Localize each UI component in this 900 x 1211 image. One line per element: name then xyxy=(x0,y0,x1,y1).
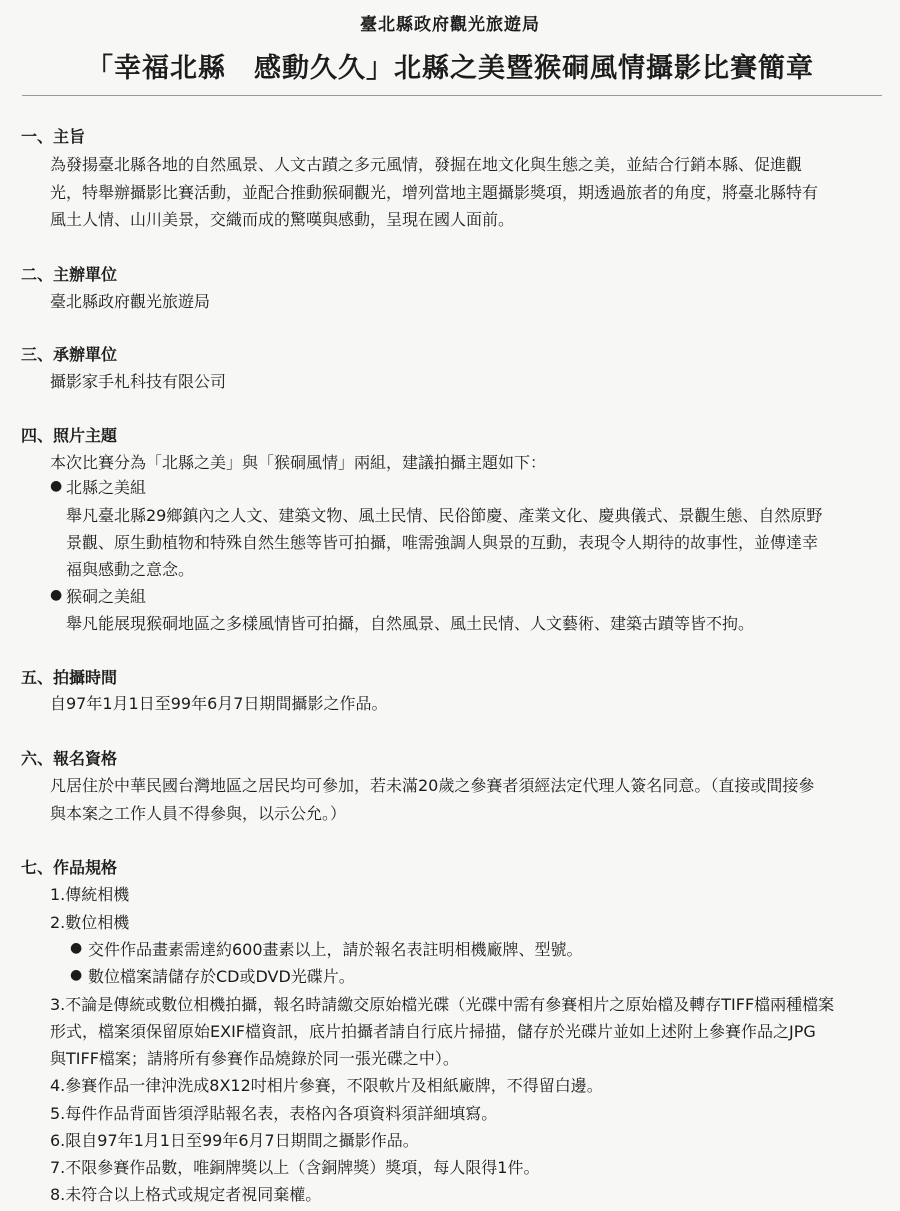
period-text: 自97年1月1日至99年6月7日期間攝影之作品。 xyxy=(50,694,388,713)
spec-item-cont: 形式，檔案須保留原始EXIF檔資訊，底片拍攝者請自行底片掃描，儲存於光碟片並如上述附上參賽作品之JPG xyxy=(50,1022,816,1041)
spec-item: 1.傳統相機 xyxy=(50,885,130,904)
bullet-dot: ● xyxy=(70,967,83,983)
group1-line: 福與感動之意念。 xyxy=(66,560,195,579)
spec-item: 2.數位相機 xyxy=(50,913,130,932)
bullet-dot: ● xyxy=(70,940,83,956)
organization-name: 臺北縣政府觀光旅遊局 xyxy=(360,15,540,35)
organizer-text: 臺北縣政府觀光旅遊局 xyxy=(50,292,211,311)
eligibility-line: 與本案之工作人員不得參與，以示公允。） xyxy=(50,804,347,823)
group1-line: 舉凡臺北縣29鄉鎮內之人文、建築文物、風土民情、民俗節慶、產業文化、慶典儀式、景觀生態、自然原野 xyxy=(66,506,823,525)
section-heading-specs: 七、作品規格 xyxy=(21,858,118,877)
section-heading-eligibility: 六、報名資格 xyxy=(21,749,118,768)
spec-item: 8.未符合以上格式或規定者視同棄權。 xyxy=(50,1185,322,1204)
bullet-dot: ● xyxy=(50,587,63,603)
spec-item: 7.不限參賽作品數，唯銅牌獎以上（含銅牌獎）獎項，每人限得1件。 xyxy=(50,1158,540,1177)
group1-line: 景觀、原生動植物和特殊自然生態等皆可拍攝，唯需強調人與景的互動，表現令人期待的故事性，並傳達幸 xyxy=(66,533,819,552)
section-heading-purpose: 一、主旨 xyxy=(21,127,86,146)
spec-subitem: 數位檔案請儲存於CD或DVD光碟片。 xyxy=(88,967,355,986)
spec-subitem: 交件作品畫素需達約600畫素以上，請於報名表註明相機廠牌、型號。 xyxy=(88,940,583,959)
section-heading-period: 五、拍攝時間 xyxy=(21,668,118,687)
document-title: 「幸福北縣 感動久久」北縣之美暨猴硐風情攝影比賽簡章 xyxy=(86,53,814,84)
spec-item: 6.限自97年1月1日至99年6月7日期間之攝影作品。 xyxy=(50,1131,419,1150)
purpose-line: 光，特舉辦攝影比賽活動，並配合推動猴硐觀光，增列當地主題攝影獎項，期透過旅者的角度，將臺北縣特有 xyxy=(50,183,819,202)
group2-title: 猴硐之美組 xyxy=(66,587,147,606)
section-heading-organizer: 二、主辦單位 xyxy=(21,265,118,284)
theme-intro: 本次比賽分為「北縣之美」與「猴硐風情」兩組，建議拍攝主題如下： xyxy=(50,453,547,472)
purpose-line: 為發揚臺北縣各地的自然風景、人文古蹟之多元風情，發掘在地文化與生態之美，並結合行銷本縣、促進觀 xyxy=(50,155,803,174)
purpose-line: 風土人情、山川美景，交織而成的驚嘆與感動，呈現在國人面前。 xyxy=(50,210,515,229)
spec-item: 5.每件作品背面皆須浮貼報名表，表格內各項資料須詳細填寫。 xyxy=(50,1104,498,1123)
spec-item: 4.參賽作品一律沖洗成8X12吋相片參賽，不限軟片及相紙廠牌，不得留白邊。 xyxy=(50,1076,603,1095)
bullet-dot: ● xyxy=(50,478,63,494)
executor-text: 攝影家手札科技有限公司 xyxy=(50,372,227,391)
section-heading-theme: 四、照片主題 xyxy=(21,426,118,445)
eligibility-line: 凡居住於中華民國台灣地區之居民均可參加，若未滿20歲之參賽者須經法定代理人簽名同意。（直接或間接參 xyxy=(50,776,815,795)
group1-title: 北縣之美組 xyxy=(66,478,147,497)
section-heading-executor: 三、承辦單位 xyxy=(21,345,118,364)
group2-line: 舉凡能展現猴硐地區之多樣風情皆可拍攝，自然風景、風土民情、人文藝術、建築古蹟等皆不拘。 xyxy=(66,614,755,633)
title-divider xyxy=(22,95,882,96)
spec-item-cont: 與TIFF檔案；請將所有參賽作品燒錄於同一張光碟之中）。 xyxy=(50,1049,459,1068)
spec-item: 3.不論是傳統或數位相機拍攝，報名時請繳交原始檔光碟（光碟中需有參賽相片之原始檔及轉存TIFF檔兩種檔案 xyxy=(50,995,835,1014)
